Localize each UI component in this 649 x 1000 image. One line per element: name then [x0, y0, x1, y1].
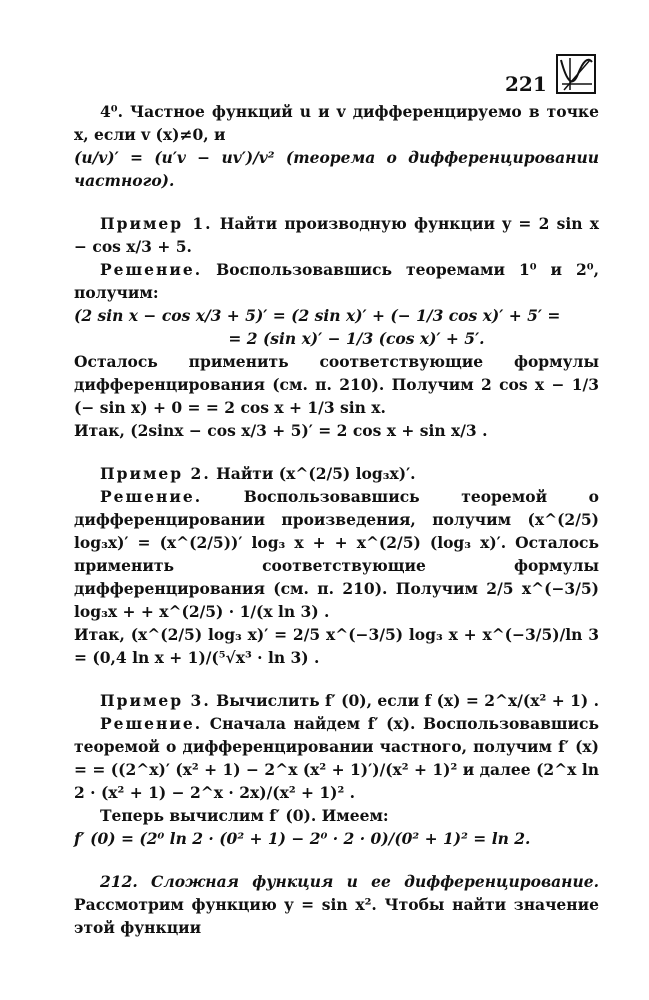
example1-heading: Пример 1. — [100, 214, 213, 233]
example3-solution-heading: Решение. — [100, 714, 203, 733]
example3-task — [74, 689, 599, 712]
example2-heading: Пример 2. — [100, 464, 211, 483]
example1-solution-text: Воспользовавшись теоремами 1⁰ и 2⁰, получим: — [74, 260, 599, 302]
example2-task-text: Найти (x^(2/5) log₃x)′. — [216, 464, 416, 483]
example2-result: Итак, (x^(2/5) log₃ x)′ = 2/5 x^(−3/5) log₃ x + x^(−3/5)/ln 3 = (0,4 ln x + 1)/(⁵√x³ · ln 3) . — [74, 625, 599, 667]
example2-solution-text: Воспользовавшись теоремой о дифференцировании произведения, получим (x^(2/5) log₃x)′ = (x^(2/5))′ log₃ x + + x^(2/5) (log₃ x)′. Осталось применить соответствующие формулы дифференцирования (см. п. 210). Получим 2/5 x^(−3/5) log₃x + + x^(2/5) · 1/(x ln 3) . — [74, 487, 599, 621]
example1-solution-heading: Решение. — [100, 260, 203, 279]
example3-task-text: Вычислить f′ (0), если f (x) = 2^x/(x² + 1) . — [216, 691, 599, 710]
example2-task — [74, 462, 599, 485]
example3-equation: f′ (0) = (2⁰ ln 2 · (0² + 1) − 2⁰ · 2 · 0)/(0² + 1)² = ln 2. — [74, 829, 531, 848]
section-212 — [74, 870, 599, 939]
example3-solution — [74, 712, 599, 804]
example1-task-text: Найти производную функции y = 2 sin x − cos x/3 + 5. — [74, 214, 599, 256]
item4-lead: 4⁰. Частное функций u и v дифференцируемо в точке x, если v (x)≠0, и — [74, 102, 599, 144]
example3-solution-text: Сначала найдем f′ (x). Воспользовавшись теоремой о дифференцировании частного, получим f′ (x) = = ((2^x)′ (x² + 1) − 2^x (x² + 1)′)/(x² + 1)² и далее (2^x ln 2 · (x² + 1) − 2^x · 2x)/(x² + 1)² . — [74, 714, 599, 802]
example1-continuation: Осталось применить соответствующие формулы дифференцирования (см. п. 210). Получим 2 cos x − 1/3 (− sin x) + 0 = = 2 cos x + 1/3 sin x. — [74, 352, 599, 417]
example2-solution-heading: Решение. — [100, 487, 203, 506]
graph-curve-logo-icon — [556, 54, 596, 94]
quotient-rule-line — [74, 146, 599, 192]
example1-equation-2: = 2 (sin x)′ − 1/3 (cos x)′ + 5′. — [228, 329, 485, 348]
section-212-text: Рассмотрим функцию y = sin x². Чтобы найти значение этой функции — [74, 895, 599, 937]
example1-equation-1: (2 sin x − cos x/3 + 5)′ = (2 sin x)′ + (− 1/3 cos x)′ + 5′ = — [74, 306, 561, 325]
example2-solution — [74, 485, 599, 623]
quotient-caption: (теорема о дифференцировании частного). — [74, 148, 599, 190]
example3-then: Теперь вычислим f′ (0). Имеем: — [100, 806, 389, 825]
example1-solution — [74, 258, 599, 304]
page-content — [74, 100, 599, 939]
example3-heading: Пример 3. — [100, 691, 211, 710]
page-number: 221 — [505, 72, 547, 96]
example1-task — [74, 212, 599, 258]
section-212-heading: 212. Сложная функция и ее дифференцирование. — [100, 872, 599, 891]
quotient-formula: (u/v)′ = (u′v − uv′)/v² — [74, 148, 275, 167]
example1-result: Итак, (2sinx − cos x/3 + 5)′ = 2 cos x + sin x/3 . — [74, 421, 488, 440]
